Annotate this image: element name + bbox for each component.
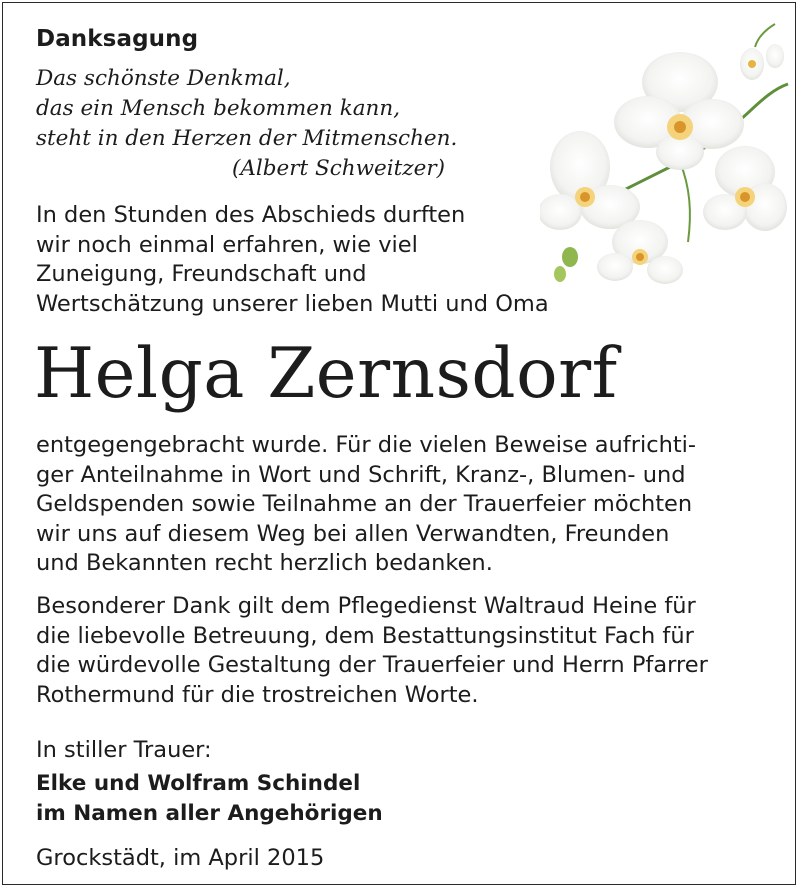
intro-line: wir noch einmal erfahren, wie viel [36,231,418,258]
special-thanks-paragraph [36,592,708,710]
deceased-name: Helga Zernsdorf [34,334,618,414]
quote-line: Das schönste Denkmal, [36,66,291,91]
thanks-paragraph [36,431,696,579]
intro-line: Wertschätzung unserer lieben Mutti und Oma [36,290,549,317]
paragraph-line: wir uns auf diesem Weg bei allen Verwandten, Freunden [36,520,670,547]
mourning-label: In stiller Trauer: [36,737,212,763]
place-date: Grockstädt, im April 2015 [36,845,325,871]
signer-line: im Namen aller Angehörigen [36,801,383,826]
quote-author: (Albert Schweitzer) [232,156,446,181]
quote-line: das ein Mensch bekommen kann, [36,96,401,121]
paragraph-line: Geldspenden sowie Teilnahme an der Trauerfeier möchten [36,491,693,517]
quote-line: steht in den Herzen der Mitmenschen. [36,126,458,151]
notice-heading: Danksagung [36,26,199,52]
paragraph-line: Besonderer Dank gilt dem Pflegedienst Waltraud Heine für [36,593,696,619]
paragraph-line: ger Anteilnahme in Wort und Schrift, Kranz-, Blumen- und [36,461,686,488]
intro-line: In den Stunden des Abschieds durften [36,202,466,228]
paragraph-line: und Bekannten recht herzlich bedanken. [36,550,493,576]
paragraph-line: entgegengebracht wurde. Für die vielen Beweise aufrichti- [36,432,697,458]
intro-paragraph [36,201,549,319]
quote-block [36,64,457,184]
paragraph-line: Rothermund für die trostreichen Worte. [36,681,479,708]
intro-line: Zuneigung, Freundschaft und [36,261,367,287]
signers-block [36,769,383,829]
paragraph-line: die würdevolle Gestaltung der Trauerfeier und Herrn Pfarrer [36,652,708,678]
signer-line: Elke und Wolfram Schindel [36,771,361,796]
paragraph-line: die liebevolle Betreuung, dem Bestattungsinstitut Fach für [36,622,694,649]
white-orchid-icon [540,12,790,287]
